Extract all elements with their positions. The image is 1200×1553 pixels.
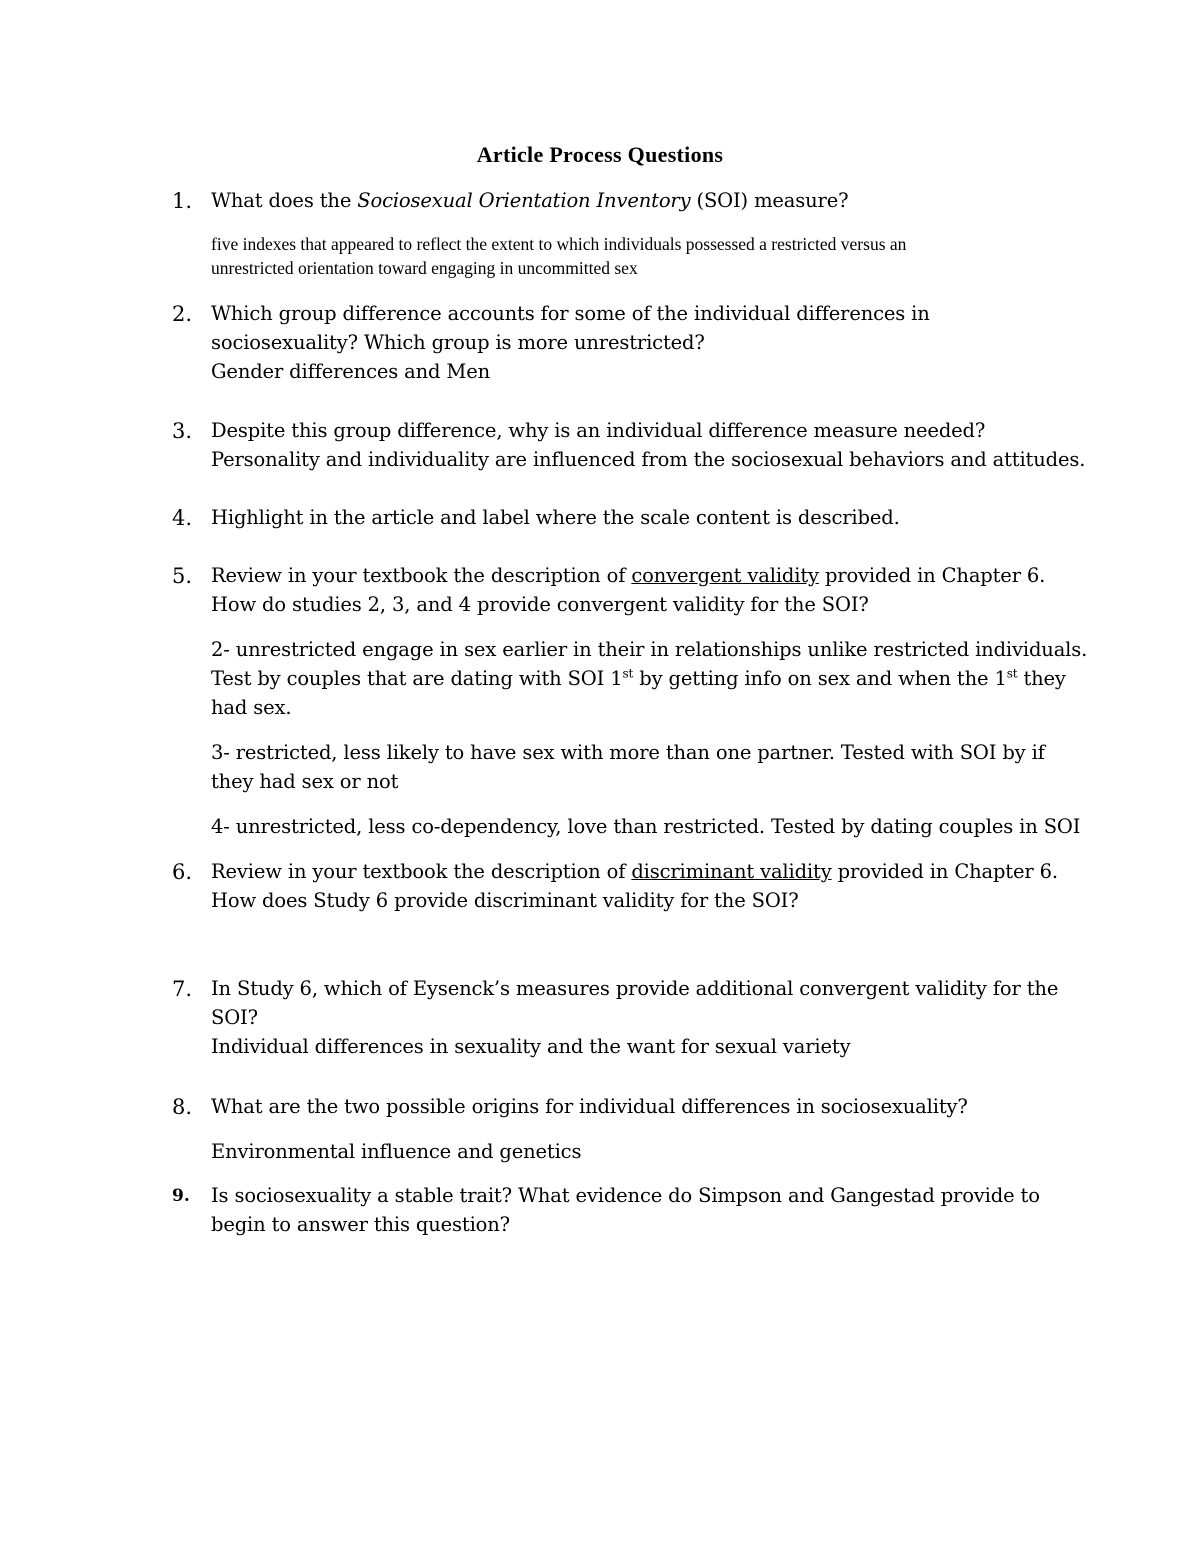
answer-5-study-2-line-1: 2- unrestricted engage in sex earlier in their in relationships unlike restricted individuals. <box>211 638 1088 661</box>
question-7-text <box>211 974 1071 1061</box>
question-6-prefix: Review in your textbook the description of <box>211 860 632 883</box>
question-7-line-1: In Study 6, which of Eysenck’s measures provide additional convergent validity for the <box>211 977 1059 1000</box>
question-number-6: 6. <box>172 860 193 884</box>
question-5-line-1 <box>211 561 1071 590</box>
answer-1 <box>211 232 1071 280</box>
question-8-text <box>211 1092 1071 1121</box>
question-number-8: 8. <box>172 1095 193 1119</box>
answer-8 <box>211 1137 1071 1166</box>
question-number-1: 1. <box>172 189 193 213</box>
answer-5-study-2-line-2c: they <box>1017 667 1066 690</box>
question-6-underline: discriminant validity <box>631 860 832 883</box>
question-1-italic: Sociosexual Orientation Inventory <box>357 189 691 212</box>
answer-5-study-4 <box>211 812 1081 841</box>
question-1-prefix: What does the <box>211 189 358 212</box>
answer-7: Individual differences in sexuality and the want for sexual variety <box>211 1035 851 1058</box>
question-1-suffix: (SOI) measure? <box>690 189 849 212</box>
question-8-line-1: What are the two possible origins for individual differences in sociosexuality? <box>211 1095 968 1118</box>
question-number-2: 2. <box>172 302 193 326</box>
question-number-4: 4. <box>172 506 193 530</box>
question-3-text <box>211 416 1086 474</box>
question-number-9: 9. <box>172 1186 190 1206</box>
question-4-text <box>211 503 1071 532</box>
question-3-line-1: Despite this group difference, why is an individual difference measure needed? <box>211 419 986 442</box>
answer-5-study-3-line-1: 3- restricted, less likely to have sex with more than one partner. Tested with SOI by if <box>211 741 1045 764</box>
superscript-2: st <box>1006 666 1018 681</box>
question-2-line-2: sociosexuality? Which group is more unrestricted? <box>211 331 705 354</box>
question-number-7: 7. <box>172 977 193 1001</box>
answer-5-study-2-line-2b: by getting info on sex and when the 1 <box>633 667 1007 690</box>
page-title: Article Process Questions <box>476 142 724 167</box>
answer-5-study-2 <box>211 635 1088 722</box>
answer-1-line-2: unrestricted orientation toward engaging in uncommitted sex <box>211 258 638 278</box>
question-6-line-2: How does Study 6 provide discriminant validity for the SOI? <box>211 889 799 912</box>
superscript-1: st <box>622 666 634 681</box>
question-5-suffix: provided in Chapter 6. <box>818 564 1046 587</box>
answer-5-study-3-line-2: they had sex or not <box>211 770 399 793</box>
question-7-line-2: SOI? <box>211 1006 258 1029</box>
question-5-underline: convergent validity <box>631 564 819 587</box>
question-number-3: 3. <box>172 419 193 443</box>
answer-5-study-3 <box>211 738 1071 796</box>
question-6-suffix: provided in Chapter 6. <box>831 860 1058 883</box>
question-number-5: 5. <box>172 564 193 588</box>
answer-1-line-1: five indexes that appeared to reflect the extent to which individuals possessed a restricted versus an <box>211 234 907 254</box>
question-5-text <box>211 561 1071 619</box>
question-9-text <box>211 1181 1071 1239</box>
question-6-text <box>211 857 1071 915</box>
answer-3: Personality and individuality are influenced from the sociosexual behaviors and attitudes. <box>211 448 1086 471</box>
answer-8-line-1: Environmental influence and genetics <box>211 1140 582 1163</box>
question-1-text <box>211 186 1071 215</box>
answer-5-study-2-line-2a: Test by couples that are dating with SOI 1 <box>211 667 623 690</box>
question-2-line-1: Which group difference accounts for some of the individual differences in <box>211 302 930 325</box>
question-2-text <box>211 299 1071 386</box>
question-9-line-1: Is sociosexuality a stable trait? What evidence do Simpson and Gangestad provide to <box>211 1184 1040 1207</box>
answer-2: Gender differences and Men <box>211 360 491 383</box>
question-9-line-2: begin to answer this question? <box>211 1213 510 1236</box>
question-5-prefix: Review in your textbook the description of <box>211 564 632 587</box>
question-6-line-1 <box>211 857 1071 886</box>
answer-5-study-4-line-1: 4- unrestricted, less co-dependency, love than restricted. Tested by dating couples in SOI <box>211 815 1081 838</box>
answer-5-study-2-line-3: had sex. <box>211 696 292 719</box>
question-4-line-1: Highlight in the article and label where the scale content is described. <box>211 506 900 529</box>
answer-5-study-2-line-2 <box>211 664 1071 693</box>
question-5-line-2: How do studies 2, 3, and 4 provide convergent validity for the SOI? <box>211 593 869 616</box>
